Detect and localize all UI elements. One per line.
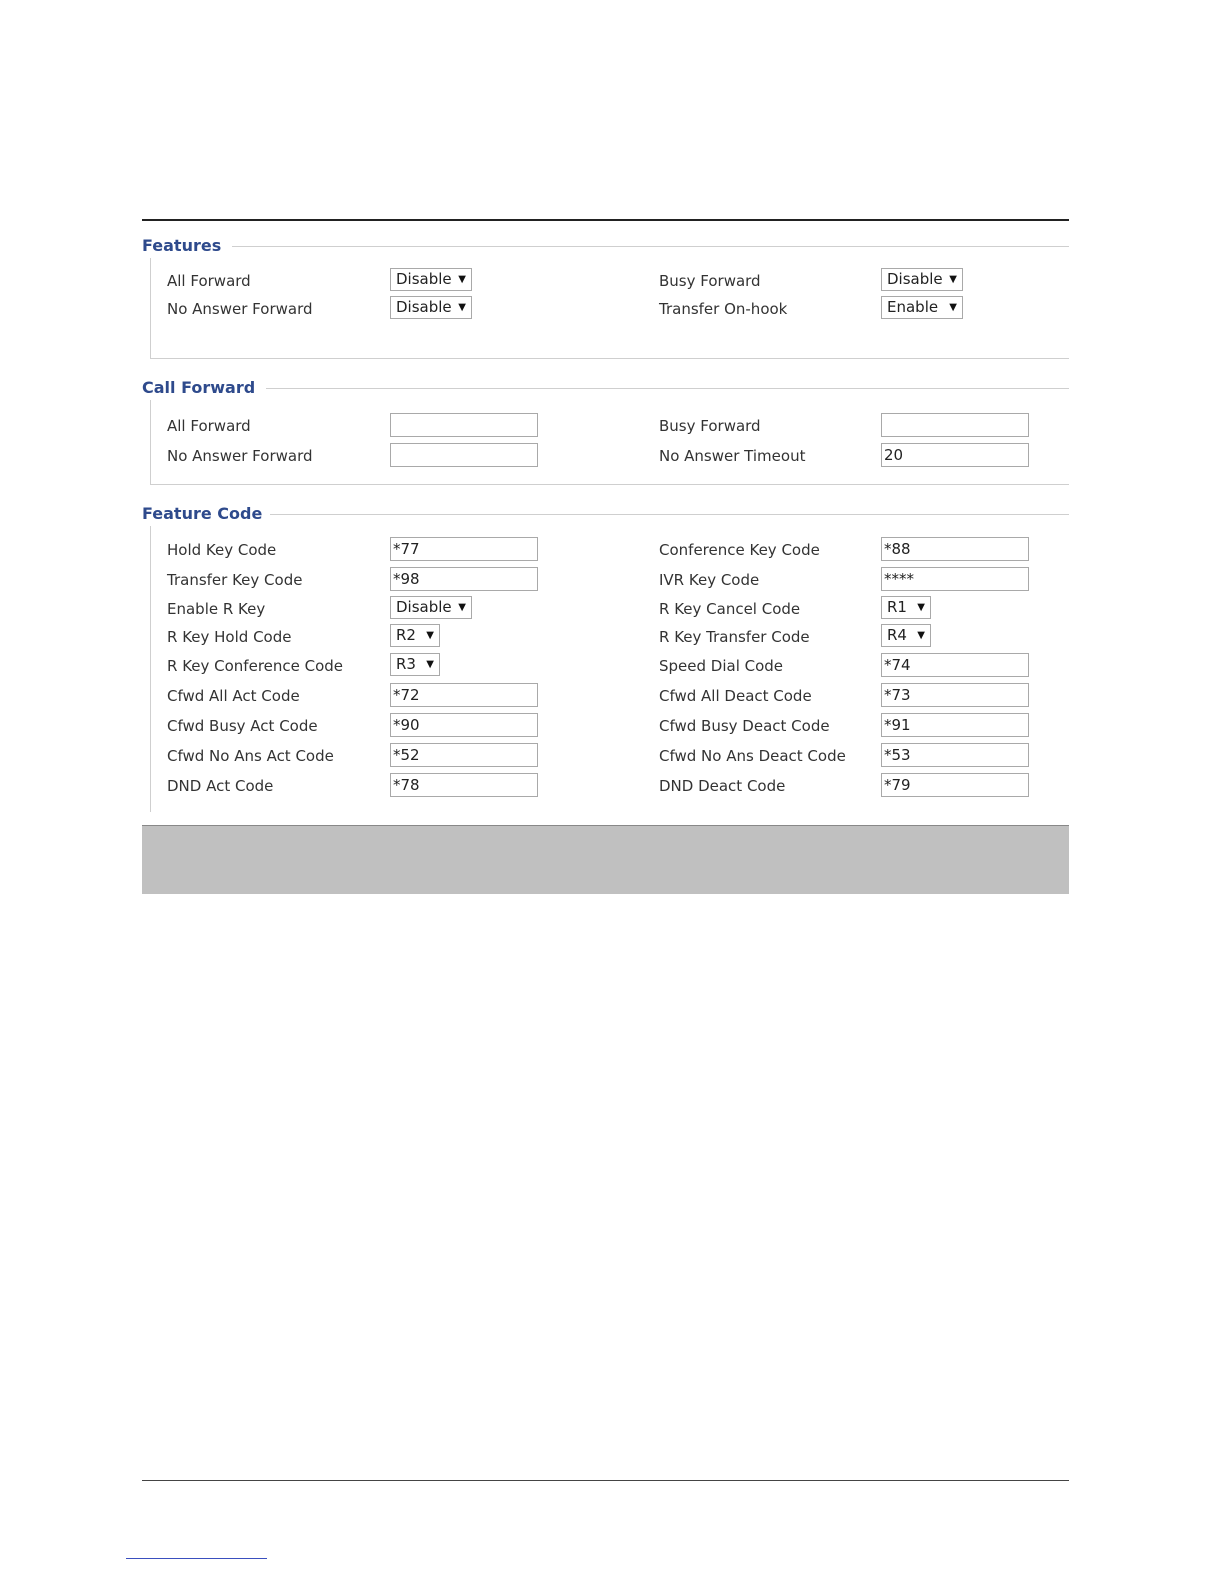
dropdown-arrow-icon: ▼ (917, 630, 925, 641)
cfwd-busy-deact-code-input[interactable]: *91 (881, 713, 1029, 737)
hold-key-code-label: Hold Key Code (167, 541, 277, 559)
r-key-hold-code-select[interactable]: R2 ▼ (390, 624, 440, 647)
dnd-deact-code-input[interactable]: *79 (881, 773, 1029, 797)
enable-r-key-select[interactable]: Disable ▼ (390, 596, 472, 619)
cfwd-no-ans-deact-code-input[interactable]: *53 (881, 743, 1029, 767)
cfwd-busy-act-code-input[interactable]: *90 (390, 713, 538, 737)
feature-code-section (142, 504, 1069, 814)
enable-r-key-label: Enable R Key (167, 600, 266, 618)
dropdown-arrow-icon: ▼ (426, 659, 434, 670)
busy-forward-label: Busy Forward (659, 272, 761, 290)
transfer-on-hook-select[interactable]: Enable ▼ (881, 296, 963, 319)
dropdown-arrow-icon: ▼ (949, 302, 957, 313)
dropdown-arrow-icon: ▼ (917, 602, 925, 613)
feature-code-row-2 (142, 567, 1069, 593)
cfwd-all-act-code-label: Cfwd All Act Code (167, 687, 300, 705)
speed-dial-code-label: Speed Dial Code (659, 657, 784, 675)
transfer-on-hook-label: Transfer On-hook (659, 300, 788, 318)
r-key-conference-code-select[interactable]: R3 ▼ (390, 653, 440, 676)
no-answer-timeout-label: No Answer Timeout (659, 447, 806, 465)
feature-code-row-6 (142, 683, 1069, 709)
r-key-cancel-code-label: R Key Cancel Code (659, 600, 801, 618)
features-row-1 (142, 268, 1069, 294)
cfwd-all-deact-code-input[interactable]: *73 (881, 683, 1029, 707)
r-key-conference-code-label: R Key Conference Code (167, 657, 344, 675)
features-row-2 (142, 296, 1069, 322)
conference-key-code-label: Conference Key Code (659, 541, 820, 559)
cf-all-forward-input[interactable] (390, 413, 538, 437)
dnd-act-code-label: DND Act Code (167, 777, 274, 795)
r-key-cancel-code-select[interactable]: R1 ▼ (881, 596, 931, 619)
features-section (142, 236, 1069, 360)
call-forward-title-line (266, 388, 1069, 389)
transfer-key-code-input[interactable]: *98 (390, 567, 538, 591)
r-key-transfer-code-select[interactable]: R4 ▼ (881, 624, 931, 647)
footer-link-underline (126, 1558, 267, 1559)
hold-key-code-input[interactable]: *77 (390, 537, 538, 561)
page-bottom-rule (142, 1480, 1069, 1481)
features-title-line (232, 246, 1069, 247)
feature-code-title-line (270, 514, 1069, 515)
cf-busy-forward-label: Busy Forward (659, 417, 761, 435)
ivr-key-code-input[interactable]: **** (881, 567, 1029, 591)
busy-forward-select[interactable]: Disable ▼ (881, 268, 963, 291)
cf-all-forward-label: All Forward (167, 417, 251, 435)
no-answer-timeout-input[interactable]: 20 (881, 443, 1029, 467)
cfwd-no-ans-act-code-input[interactable]: *52 (390, 743, 538, 767)
call-forward-row-1 (142, 413, 1069, 439)
cfwd-all-deact-code-label: Cfwd All Deact Code (659, 687, 812, 705)
feature-code-row-8 (142, 743, 1069, 769)
feature-code-row-3 (142, 596, 1069, 622)
call-forward-title: Call Forward (142, 378, 256, 397)
page-top-rule (142, 219, 1069, 221)
dropdown-arrow-icon: ▼ (426, 630, 434, 641)
call-forward-section (142, 378, 1069, 486)
feature-code-row-9 (142, 773, 1069, 799)
dropdown-arrow-icon: ▼ (458, 274, 466, 285)
all-forward-label: All Forward (167, 272, 251, 290)
cf-no-answer-forward-input[interactable] (390, 443, 538, 467)
feature-code-row-5 (142, 653, 1069, 679)
dnd-deact-code-label: DND Deact Code (659, 777, 786, 795)
no-answer-forward-select[interactable]: Disable ▼ (390, 296, 472, 319)
feature-code-title: Feature Code (142, 504, 263, 523)
cfwd-busy-deact-code-label: Cfwd Busy Deact Code (659, 717, 830, 735)
cfwd-all-act-code-input[interactable]: *72 (390, 683, 538, 707)
r-key-hold-code-label: R Key Hold Code (167, 628, 292, 646)
all-forward-select[interactable]: Disable ▼ (390, 268, 472, 291)
ivr-key-code-label: IVR Key Code (659, 571, 760, 589)
conference-key-code-input[interactable]: *88 (881, 537, 1029, 561)
no-answer-forward-label: No Answer Forward (167, 300, 313, 318)
feature-code-row-7 (142, 713, 1069, 739)
transfer-key-code-label: Transfer Key Code (167, 571, 303, 589)
call-forward-row-2 (142, 443, 1069, 469)
dnd-act-code-input[interactable]: *78 (390, 773, 538, 797)
button-bar (142, 825, 1069, 894)
feature-code-row-1 (142, 537, 1069, 563)
dropdown-arrow-icon: ▼ (949, 274, 957, 285)
dropdown-arrow-icon: ▼ (458, 302, 466, 313)
features-title: Features (142, 236, 222, 255)
cf-busy-forward-input[interactable] (881, 413, 1029, 437)
dropdown-arrow-icon: ▼ (458, 602, 466, 613)
feature-code-row-4 (142, 624, 1069, 650)
cfwd-no-ans-deact-code-label: Cfwd No Ans Deact Code (659, 747, 846, 765)
cfwd-busy-act-code-label: Cfwd Busy Act Code (167, 717, 318, 735)
r-key-transfer-code-label: R Key Transfer Code (659, 628, 810, 646)
speed-dial-code-input[interactable]: *74 (881, 653, 1029, 677)
cf-no-answer-forward-label: No Answer Forward (167, 447, 313, 465)
cfwd-no-ans-act-code-label: Cfwd No Ans Act Code (167, 747, 334, 765)
